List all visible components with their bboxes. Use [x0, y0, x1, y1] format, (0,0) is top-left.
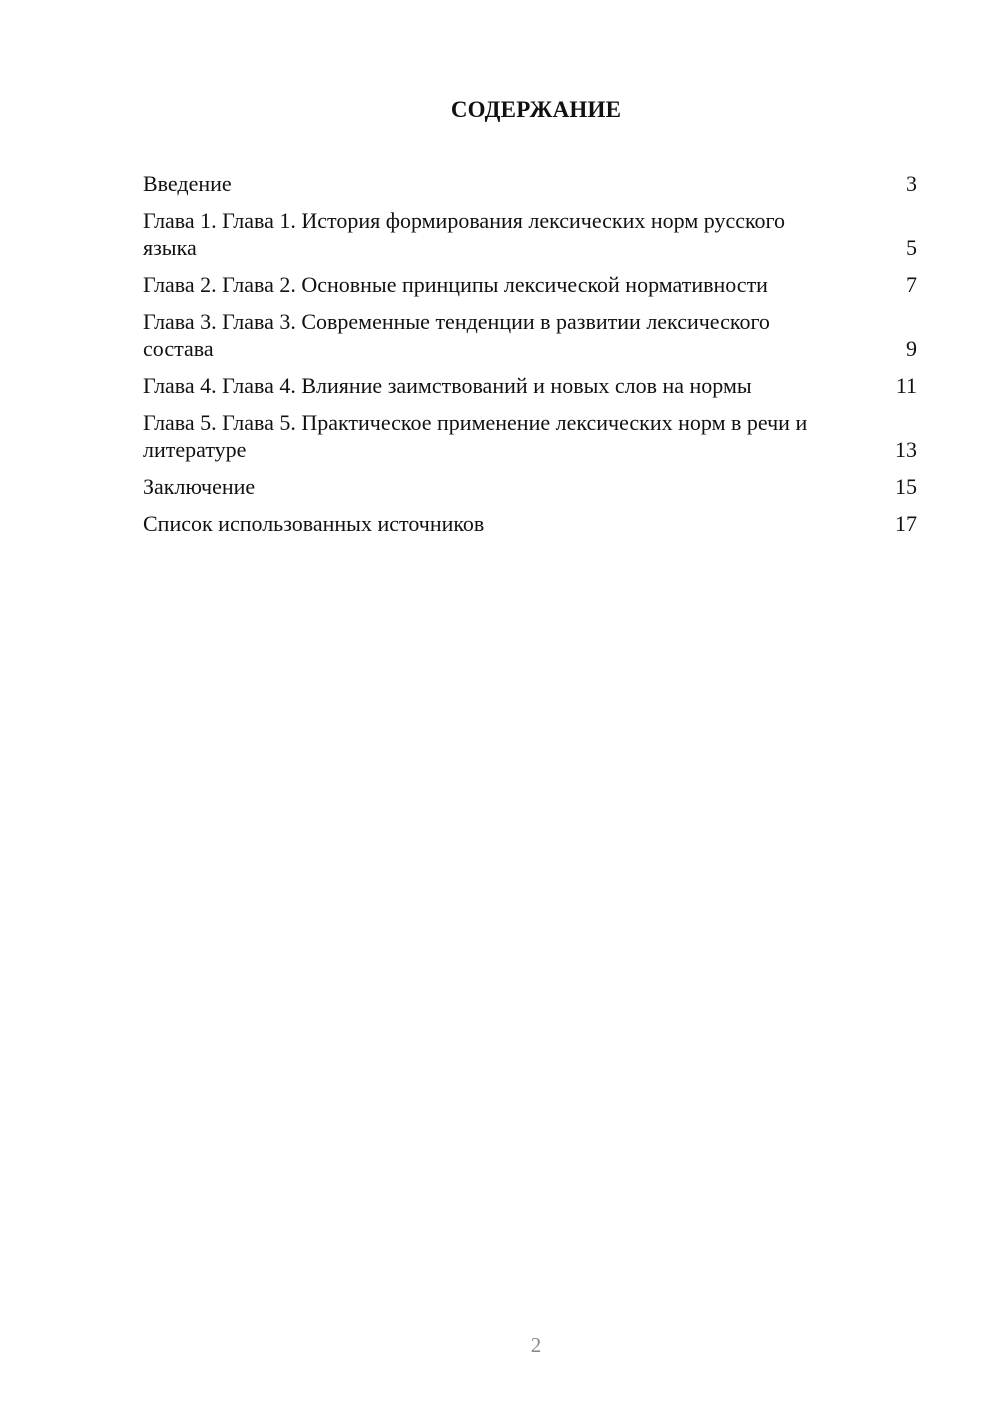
toc-entry-page: 17: [895, 511, 917, 536]
toc-entry-chapter-4: [143, 372, 920, 399]
toc-entry-page: 3: [906, 171, 917, 196]
toc-entry-chapter-5: [143, 409, 920, 463]
toc-entry-text: Заключение: [143, 474, 256, 499]
toc-entry-text: Глава 1. Глава 1. История формирования лексических норм русского языка: [143, 208, 786, 260]
toc-entry-page: 13: [895, 437, 917, 462]
toc-entry-chapter-2: [143, 271, 920, 298]
page-title: СОДЕРЖАНИЕ: [450, 97, 622, 122]
toc-entry-text: Глава 2. Глава 2. Основные принципы лексической нормативности: [143, 272, 768, 297]
toc-entry-page: 11: [895, 373, 917, 398]
toc-entry-chapter-1: [143, 207, 920, 261]
toc-entry-page: 9: [906, 336, 917, 361]
toc-entry-chapter-3: [143, 308, 920, 362]
table-of-contents: [143, 170, 920, 547]
toc-entry-page: 15: [895, 474, 917, 499]
toc-entry-text: Глава 4. Глава 4. Влияние заимствований и новых слов на нормы: [143, 373, 752, 398]
toc-entry-page: 7: [906, 272, 917, 297]
toc-entry-text: Список использованных источников: [143, 511, 485, 536]
toc-entry-text: Глава 5. Глава 5. Практическое применение лексических норм в речи и литературе: [143, 410, 808, 462]
page-number: 2: [530, 1333, 542, 1357]
toc-entry-references: [143, 510, 920, 537]
toc-entry-text: Глава 3. Глава 3. Современные тенденции в развитии лексического состава: [143, 309, 770, 361]
toc-entry-conclusion: [143, 473, 920, 500]
toc-entry-text: Введение: [143, 171, 232, 196]
toc-entry-introduction: [143, 170, 920, 197]
toc-entry-page: 5: [906, 235, 917, 260]
